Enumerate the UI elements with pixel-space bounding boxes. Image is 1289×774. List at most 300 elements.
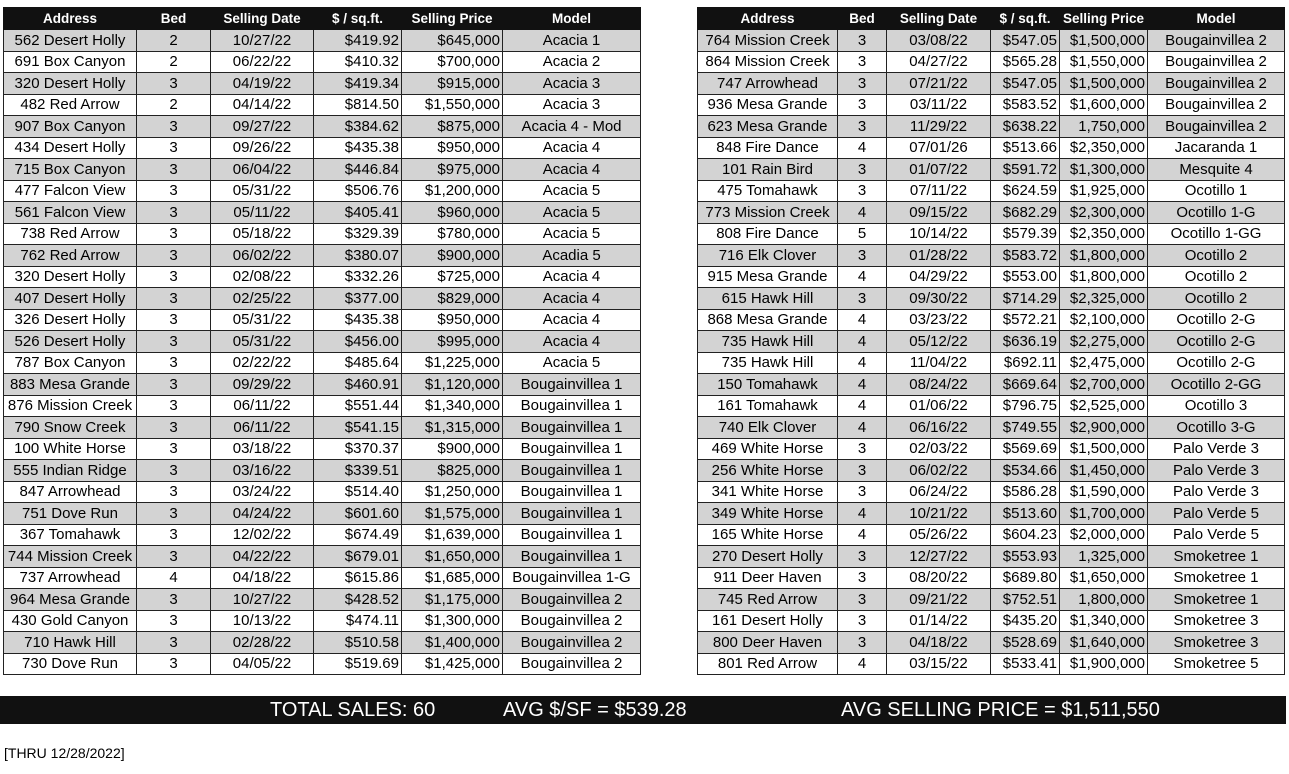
- selling-date-cell: 03/08/22: [887, 30, 991, 52]
- table-row: [698, 352, 1285, 374]
- selling-date-cell: 02/25/22: [211, 288, 314, 310]
- address-cell: 964 Mesa Grande: [4, 589, 137, 611]
- address-cell: 407 Desert Holly: [4, 288, 137, 310]
- selling-price-cell: $2,900,000: [1060, 417, 1148, 439]
- selling-date-cell: 03/11/22: [887, 94, 991, 116]
- model-cell: Bougainvillea 2: [1148, 116, 1285, 138]
- model-cell: Acacia 5: [503, 223, 641, 245]
- table-row: [698, 653, 1285, 675]
- table-row: [4, 481, 641, 503]
- model-cell: Acadia 5: [503, 245, 641, 267]
- table-row: [4, 352, 641, 374]
- bed-cell: 4: [838, 331, 887, 353]
- bed-cell: 5: [838, 223, 887, 245]
- selling-date-cell: 10/14/22: [887, 223, 991, 245]
- bed-cell: 3: [137, 309, 211, 331]
- table-header-row: [698, 8, 1285, 30]
- selling-date-cell: 03/24/22: [211, 481, 314, 503]
- table-row: [4, 180, 641, 202]
- bed-cell: 3: [838, 94, 887, 116]
- table-row: [698, 94, 1285, 116]
- model-cell: Bougainvillea 1: [503, 503, 641, 525]
- column-header-model: Model: [503, 8, 641, 30]
- selling-price-cell: $1,639,000: [402, 524, 503, 546]
- address-cell: 808 Fire Dance: [698, 223, 838, 245]
- table-row: [698, 632, 1285, 654]
- price-per-sqft-cell: $553.93: [991, 546, 1060, 568]
- address-cell: 790 Snow Creek: [4, 417, 137, 439]
- bed-cell: 2: [137, 30, 211, 52]
- bed-cell: 3: [838, 116, 887, 138]
- table-row: [4, 632, 641, 654]
- table-row: [698, 524, 1285, 546]
- model-cell: Bougainvillea 2: [503, 610, 641, 632]
- selling-price-cell: $995,000: [402, 331, 503, 353]
- model-cell: Acacia 5: [503, 202, 641, 224]
- bed-cell: 3: [838, 567, 887, 589]
- address-cell: 787 Box Canyon: [4, 352, 137, 374]
- bed-cell: 3: [838, 546, 887, 568]
- price-per-sqft-cell: $551.44: [314, 395, 402, 417]
- total-sales: TOTAL SALES: 60: [270, 699, 436, 721]
- selling-date-cell: 03/15/22: [887, 653, 991, 675]
- table-row: [4, 567, 641, 589]
- bed-cell: 3: [137, 352, 211, 374]
- model-cell: Bougainvillea 1-G: [503, 567, 641, 589]
- bed-cell: 3: [838, 159, 887, 181]
- address-cell: 848 Fire Dance: [698, 137, 838, 159]
- price-per-sqft-cell: $638.22: [991, 116, 1060, 138]
- selling-date-cell: 06/11/22: [211, 395, 314, 417]
- table-row: [698, 546, 1285, 568]
- selling-date-cell: 05/12/22: [887, 331, 991, 353]
- selling-price-cell: $1,590,000: [1060, 481, 1148, 503]
- selling-date-cell: 06/22/22: [211, 51, 314, 73]
- selling-price-cell: $1,500,000: [1060, 30, 1148, 52]
- selling-price-cell: $1,425,000: [402, 653, 503, 675]
- bed-cell: 3: [137, 503, 211, 525]
- selling-date-cell: 05/11/22: [211, 202, 314, 224]
- model-cell: Bougainvillea 2: [503, 653, 641, 675]
- column-header-address: Address: [4, 8, 137, 30]
- selling-date-cell: 10/27/22: [211, 30, 314, 52]
- price-per-sqft-cell: $435.20: [991, 610, 1060, 632]
- table-row: [698, 51, 1285, 73]
- selling-date-cell: 10/21/22: [887, 503, 991, 525]
- bed-cell: 2: [137, 51, 211, 73]
- price-per-sqft-cell: $689.80: [991, 567, 1060, 589]
- address-cell: 936 Mesa Grande: [698, 94, 838, 116]
- selling-price-cell: $1,800,000: [1060, 266, 1148, 288]
- selling-date-cell: 06/02/22: [887, 460, 991, 482]
- bed-cell: 4: [838, 137, 887, 159]
- model-cell: Smoketree 1: [1148, 567, 1285, 589]
- selling-price-cell: $825,000: [402, 460, 503, 482]
- price-per-sqft-cell: $339.51: [314, 460, 402, 482]
- bed-cell: 4: [838, 352, 887, 374]
- selling-price-cell: $1,120,000: [402, 374, 503, 396]
- table-row: [4, 94, 641, 116]
- address-cell: 562 Desert Holly: [4, 30, 137, 52]
- selling-date-cell: 08/24/22: [887, 374, 991, 396]
- address-cell: 876 Mission Creek: [4, 395, 137, 417]
- address-cell: 326 Desert Holly: [4, 309, 137, 331]
- bed-cell: 3: [838, 610, 887, 632]
- selling-date-cell: 07/21/22: [887, 73, 991, 95]
- address-cell: 469 White Horse: [698, 438, 838, 460]
- price-per-sqft-cell: $528.69: [991, 632, 1060, 654]
- selling-price-cell: $2,350,000: [1060, 223, 1148, 245]
- price-per-sqft-cell: $569.69: [991, 438, 1060, 460]
- address-cell: 341 White Horse: [698, 481, 838, 503]
- selling-date-cell: 05/31/22: [211, 331, 314, 353]
- bed-cell: 3: [137, 653, 211, 675]
- address-cell: 623 Mesa Grande: [698, 116, 838, 138]
- selling-price-cell: $1,300,000: [1060, 159, 1148, 181]
- selling-date-cell: 03/23/22: [887, 309, 991, 331]
- selling-price-cell: $1,200,000: [402, 180, 503, 202]
- selling-price-cell: $1,640,000: [1060, 632, 1148, 654]
- price-per-sqft-cell: $506.76: [314, 180, 402, 202]
- table-row: [698, 116, 1285, 138]
- model-cell: Palo Verde 5: [1148, 524, 1285, 546]
- selling-date-cell: 04/05/22: [211, 653, 314, 675]
- table-row: [698, 245, 1285, 267]
- column-header-selling-price: Selling Price: [402, 8, 503, 30]
- selling-price-cell: $960,000: [402, 202, 503, 224]
- selling-price-cell: $1,175,000: [402, 589, 503, 611]
- selling-price-cell: $1,600,000: [1060, 94, 1148, 116]
- price-per-sqft-cell: $583.72: [991, 245, 1060, 267]
- bed-cell: 4: [838, 374, 887, 396]
- bed-cell: 3: [838, 180, 887, 202]
- model-cell: Bougainvillea 1: [503, 374, 641, 396]
- price-per-sqft-cell: $428.52: [314, 589, 402, 611]
- table-row: [698, 288, 1285, 310]
- model-cell: Bougainvillea 2: [1148, 51, 1285, 73]
- table-row: [698, 395, 1285, 417]
- table-row: [4, 395, 641, 417]
- bed-cell: 4: [838, 266, 887, 288]
- bed-cell: 3: [838, 438, 887, 460]
- selling-price-cell: 1,750,000: [1060, 116, 1148, 138]
- model-cell: Acacia 4: [503, 137, 641, 159]
- table-row: [4, 51, 641, 73]
- selling-price-cell: $1,925,000: [1060, 180, 1148, 202]
- selling-price-cell: 1,325,000: [1060, 546, 1148, 568]
- model-cell: Acacia 4: [503, 159, 641, 181]
- table-row: [4, 159, 641, 181]
- price-per-sqft-cell: $435.38: [314, 137, 402, 159]
- address-cell: 526 Desert Holly: [4, 331, 137, 353]
- address-cell: 100 White Horse: [4, 438, 137, 460]
- price-per-sqft-cell: $692.11: [991, 352, 1060, 374]
- model-cell: Acacia 4 - Mod: [503, 116, 641, 138]
- selling-date-cell: 02/22/22: [211, 352, 314, 374]
- table-row: [4, 331, 641, 353]
- selling-date-cell: 09/30/22: [887, 288, 991, 310]
- selling-date-cell: 09/29/22: [211, 374, 314, 396]
- bed-cell: 4: [838, 395, 887, 417]
- table-row: [698, 331, 1285, 353]
- price-per-sqft-cell: $533.41: [991, 653, 1060, 675]
- selling-price-cell: $1,340,000: [402, 395, 503, 417]
- address-cell: 762 Red Arrow: [4, 245, 137, 267]
- model-cell: Ocotillo 3-G: [1148, 417, 1285, 439]
- selling-date-cell: 01/07/22: [887, 159, 991, 181]
- address-cell: 150 Tomahawk: [698, 374, 838, 396]
- address-cell: 740 Elk Clover: [698, 417, 838, 439]
- price-per-sqft-cell: $514.40: [314, 481, 402, 503]
- selling-price-cell: $915,000: [402, 73, 503, 95]
- table-row: [698, 460, 1285, 482]
- selling-price-cell: $1,315,000: [402, 417, 503, 439]
- bed-cell: 3: [137, 202, 211, 224]
- selling-date-cell: 11/29/22: [887, 116, 991, 138]
- table-row: [698, 567, 1285, 589]
- address-cell: 475 Tomahawk: [698, 180, 838, 202]
- table-row: [4, 503, 641, 525]
- bed-cell: 3: [137, 632, 211, 654]
- table-row: [4, 438, 641, 460]
- address-cell: 561 Falcon View: [4, 202, 137, 224]
- address-cell: 482 Red Arrow: [4, 94, 137, 116]
- selling-price-cell: $1,500,000: [1060, 73, 1148, 95]
- model-cell: Bougainvillea 1: [503, 524, 641, 546]
- table-row: [698, 438, 1285, 460]
- bed-cell: 3: [137, 116, 211, 138]
- selling-date-cell: 05/31/22: [211, 309, 314, 331]
- column-header-bed: Bed: [838, 8, 887, 30]
- selling-date-cell: 01/06/22: [887, 395, 991, 417]
- column-header-selling-price: Selling Price: [1060, 8, 1148, 30]
- selling-price-cell: $1,700,000: [1060, 503, 1148, 525]
- selling-date-cell: 03/18/22: [211, 438, 314, 460]
- selling-price-cell: $1,300,000: [402, 610, 503, 632]
- table-row: [698, 223, 1285, 245]
- price-per-sqft-cell: $405.41: [314, 202, 402, 224]
- selling-date-cell: 02/28/22: [211, 632, 314, 654]
- selling-price-cell: $2,300,000: [1060, 202, 1148, 224]
- selling-date-cell: 12/02/22: [211, 524, 314, 546]
- table-row: [698, 159, 1285, 181]
- selling-date-cell: 09/26/22: [211, 137, 314, 159]
- model-cell: Bougainvillea 2: [503, 632, 641, 654]
- column-header-selling-date: Selling Date: [887, 8, 991, 30]
- table-row: [698, 202, 1285, 224]
- right-table-body: [698, 30, 1285, 675]
- model-cell: Bougainvillea 1: [503, 546, 641, 568]
- selling-date-cell: 01/14/22: [887, 610, 991, 632]
- selling-price-cell: $1,650,000: [1060, 567, 1148, 589]
- model-cell: Bougainvillea 2: [1148, 73, 1285, 95]
- selling-price-cell: $2,475,000: [1060, 352, 1148, 374]
- model-cell: Palo Verde 3: [1148, 460, 1285, 482]
- price-per-sqft-cell: $714.29: [991, 288, 1060, 310]
- selling-date-cell: 04/19/22: [211, 73, 314, 95]
- bed-cell: 3: [137, 159, 211, 181]
- address-cell: 715 Box Canyon: [4, 159, 137, 181]
- price-per-sqft-cell: $553.00: [991, 266, 1060, 288]
- price-per-sqft-cell: $513.66: [991, 137, 1060, 159]
- bed-cell: 3: [137, 589, 211, 611]
- selling-price-cell: $2,525,000: [1060, 395, 1148, 417]
- selling-date-cell: 06/11/22: [211, 417, 314, 439]
- table-row: [698, 309, 1285, 331]
- price-per-sqft-cell: $377.00: [314, 288, 402, 310]
- price-per-sqft-cell: $674.49: [314, 524, 402, 546]
- address-cell: 915 Mesa Grande: [698, 266, 838, 288]
- model-cell: Bougainvillea 1: [503, 395, 641, 417]
- table-row: [698, 73, 1285, 95]
- address-cell: 615 Hawk Hill: [698, 288, 838, 310]
- price-per-sqft-cell: $410.32: [314, 51, 402, 73]
- table-row: [4, 137, 641, 159]
- price-per-sqft-cell: $749.55: [991, 417, 1060, 439]
- price-per-sqft-cell: $419.92: [314, 30, 402, 52]
- table-row: [4, 288, 641, 310]
- model-cell: Bougainvillea 2: [1148, 30, 1285, 52]
- selling-date-cell: 05/18/22: [211, 223, 314, 245]
- bed-cell: 3: [137, 395, 211, 417]
- bed-cell: 4: [137, 567, 211, 589]
- bed-cell: 4: [838, 417, 887, 439]
- model-cell: Acacia 5: [503, 180, 641, 202]
- price-per-sqft-cell: $583.52: [991, 94, 1060, 116]
- model-cell: Ocotillo 2-G: [1148, 331, 1285, 353]
- bed-cell: 3: [137, 610, 211, 632]
- address-cell: 745 Red Arrow: [698, 589, 838, 611]
- model-cell: Ocotillo 2-G: [1148, 309, 1285, 331]
- table-header-row: [4, 8, 641, 30]
- selling-price-cell: $875,000: [402, 116, 503, 138]
- selling-date-cell: 07/11/22: [887, 180, 991, 202]
- selling-date-cell: 05/26/22: [887, 524, 991, 546]
- model-cell: Ocotillo 1: [1148, 180, 1285, 202]
- table-row: [4, 546, 641, 568]
- selling-date-cell: 02/08/22: [211, 266, 314, 288]
- selling-price-cell: $1,685,000: [402, 567, 503, 589]
- model-cell: Acacia 4: [503, 288, 641, 310]
- sales-table-right: [697, 7, 1285, 675]
- price-per-sqft-cell: $534.66: [991, 460, 1060, 482]
- price-per-sqft-cell: $329.39: [314, 223, 402, 245]
- selling-price-cell: $1,225,000: [402, 352, 503, 374]
- address-cell: 800 Deer Haven: [698, 632, 838, 654]
- table-row: [4, 460, 641, 482]
- table-row: [698, 481, 1285, 503]
- selling-date-cell: 06/16/22: [887, 417, 991, 439]
- table-row: [4, 653, 641, 675]
- address-cell: 907 Box Canyon: [4, 116, 137, 138]
- table-row: [4, 374, 641, 396]
- table-row: [4, 417, 641, 439]
- selling-price-cell: $1,250,000: [402, 481, 503, 503]
- model-cell: Ocotillo 2-G: [1148, 352, 1285, 374]
- model-cell: Palo Verde 3: [1148, 481, 1285, 503]
- price-per-sqft-cell: $579.39: [991, 223, 1060, 245]
- selling-date-cell: 01/28/22: [887, 245, 991, 267]
- bed-cell: 3: [838, 460, 887, 482]
- address-cell: 744 Mission Creek: [4, 546, 137, 568]
- address-cell: 735 Hawk Hill: [698, 331, 838, 353]
- table-row: [4, 116, 641, 138]
- price-per-sqft-cell: $510.58: [314, 632, 402, 654]
- selling-price-cell: $2,100,000: [1060, 309, 1148, 331]
- bed-cell: 3: [137, 180, 211, 202]
- bed-cell: 4: [838, 524, 887, 546]
- table-row: [4, 202, 641, 224]
- selling-price-cell: $1,650,000: [402, 546, 503, 568]
- model-cell: Ocotillo 1-GG: [1148, 223, 1285, 245]
- price-per-sqft-cell: $384.62: [314, 116, 402, 138]
- selling-price-cell: $975,000: [402, 159, 503, 181]
- table-row: [4, 524, 641, 546]
- selling-price-cell: $725,000: [402, 266, 503, 288]
- selling-price-cell: $1,800,000: [1060, 245, 1148, 267]
- model-cell: Jacaranda 1: [1148, 137, 1285, 159]
- model-cell: Bougainvillea 1: [503, 438, 641, 460]
- price-per-sqft-cell: $547.05: [991, 30, 1060, 52]
- bed-cell: 3: [137, 417, 211, 439]
- table-row: [4, 30, 641, 52]
- address-cell: 477 Falcon View: [4, 180, 137, 202]
- address-cell: 270 Desert Holly: [698, 546, 838, 568]
- address-cell: 320 Desert Holly: [4, 266, 137, 288]
- bed-cell: 4: [838, 503, 887, 525]
- bed-cell: 3: [137, 546, 211, 568]
- address-cell: 320 Desert Holly: [4, 73, 137, 95]
- model-cell: Acacia 4: [503, 309, 641, 331]
- selling-date-cell: 09/27/22: [211, 116, 314, 138]
- bed-cell: 3: [838, 73, 887, 95]
- price-per-sqft-cell: $601.60: [314, 503, 402, 525]
- bed-cell: 3: [838, 245, 887, 267]
- model-cell: Acacia 2: [503, 51, 641, 73]
- selling-date-cell: 09/15/22: [887, 202, 991, 224]
- selling-price-cell: $700,000: [402, 51, 503, 73]
- table-row: [4, 223, 641, 245]
- bed-cell: 3: [137, 73, 211, 95]
- address-cell: 691 Box Canyon: [4, 51, 137, 73]
- address-cell: 847 Arrowhead: [4, 481, 137, 503]
- selling-price-cell: $2,275,000: [1060, 331, 1148, 353]
- bed-cell: 3: [137, 137, 211, 159]
- selling-price-cell: $900,000: [402, 245, 503, 267]
- table-row: [4, 73, 641, 95]
- selling-date-cell: 10/13/22: [211, 610, 314, 632]
- price-per-sqft-cell: $541.15: [314, 417, 402, 439]
- price-per-sqft-cell: $370.37: [314, 438, 402, 460]
- selling-price-cell: $2,325,000: [1060, 288, 1148, 310]
- selling-price-cell: $645,000: [402, 30, 503, 52]
- bed-cell: 3: [838, 288, 887, 310]
- bed-cell: 3: [838, 481, 887, 503]
- bed-cell: 3: [137, 438, 211, 460]
- address-cell: 101 Rain Bird: [698, 159, 838, 181]
- price-per-sqft-cell: $572.21: [991, 309, 1060, 331]
- address-cell: 764 Mission Creek: [698, 30, 838, 52]
- price-per-sqft-cell: $547.05: [991, 73, 1060, 95]
- model-cell: Bougainvillea 2: [503, 589, 641, 611]
- address-cell: 161 Tomahawk: [698, 395, 838, 417]
- price-per-sqft-cell: $513.60: [991, 503, 1060, 525]
- selling-price-cell: $1,450,000: [1060, 460, 1148, 482]
- model-cell: Acacia 4: [503, 266, 641, 288]
- address-cell: 883 Mesa Grande: [4, 374, 137, 396]
- selling-date-cell: 04/29/22: [887, 266, 991, 288]
- model-cell: Ocotillo 3: [1148, 395, 1285, 417]
